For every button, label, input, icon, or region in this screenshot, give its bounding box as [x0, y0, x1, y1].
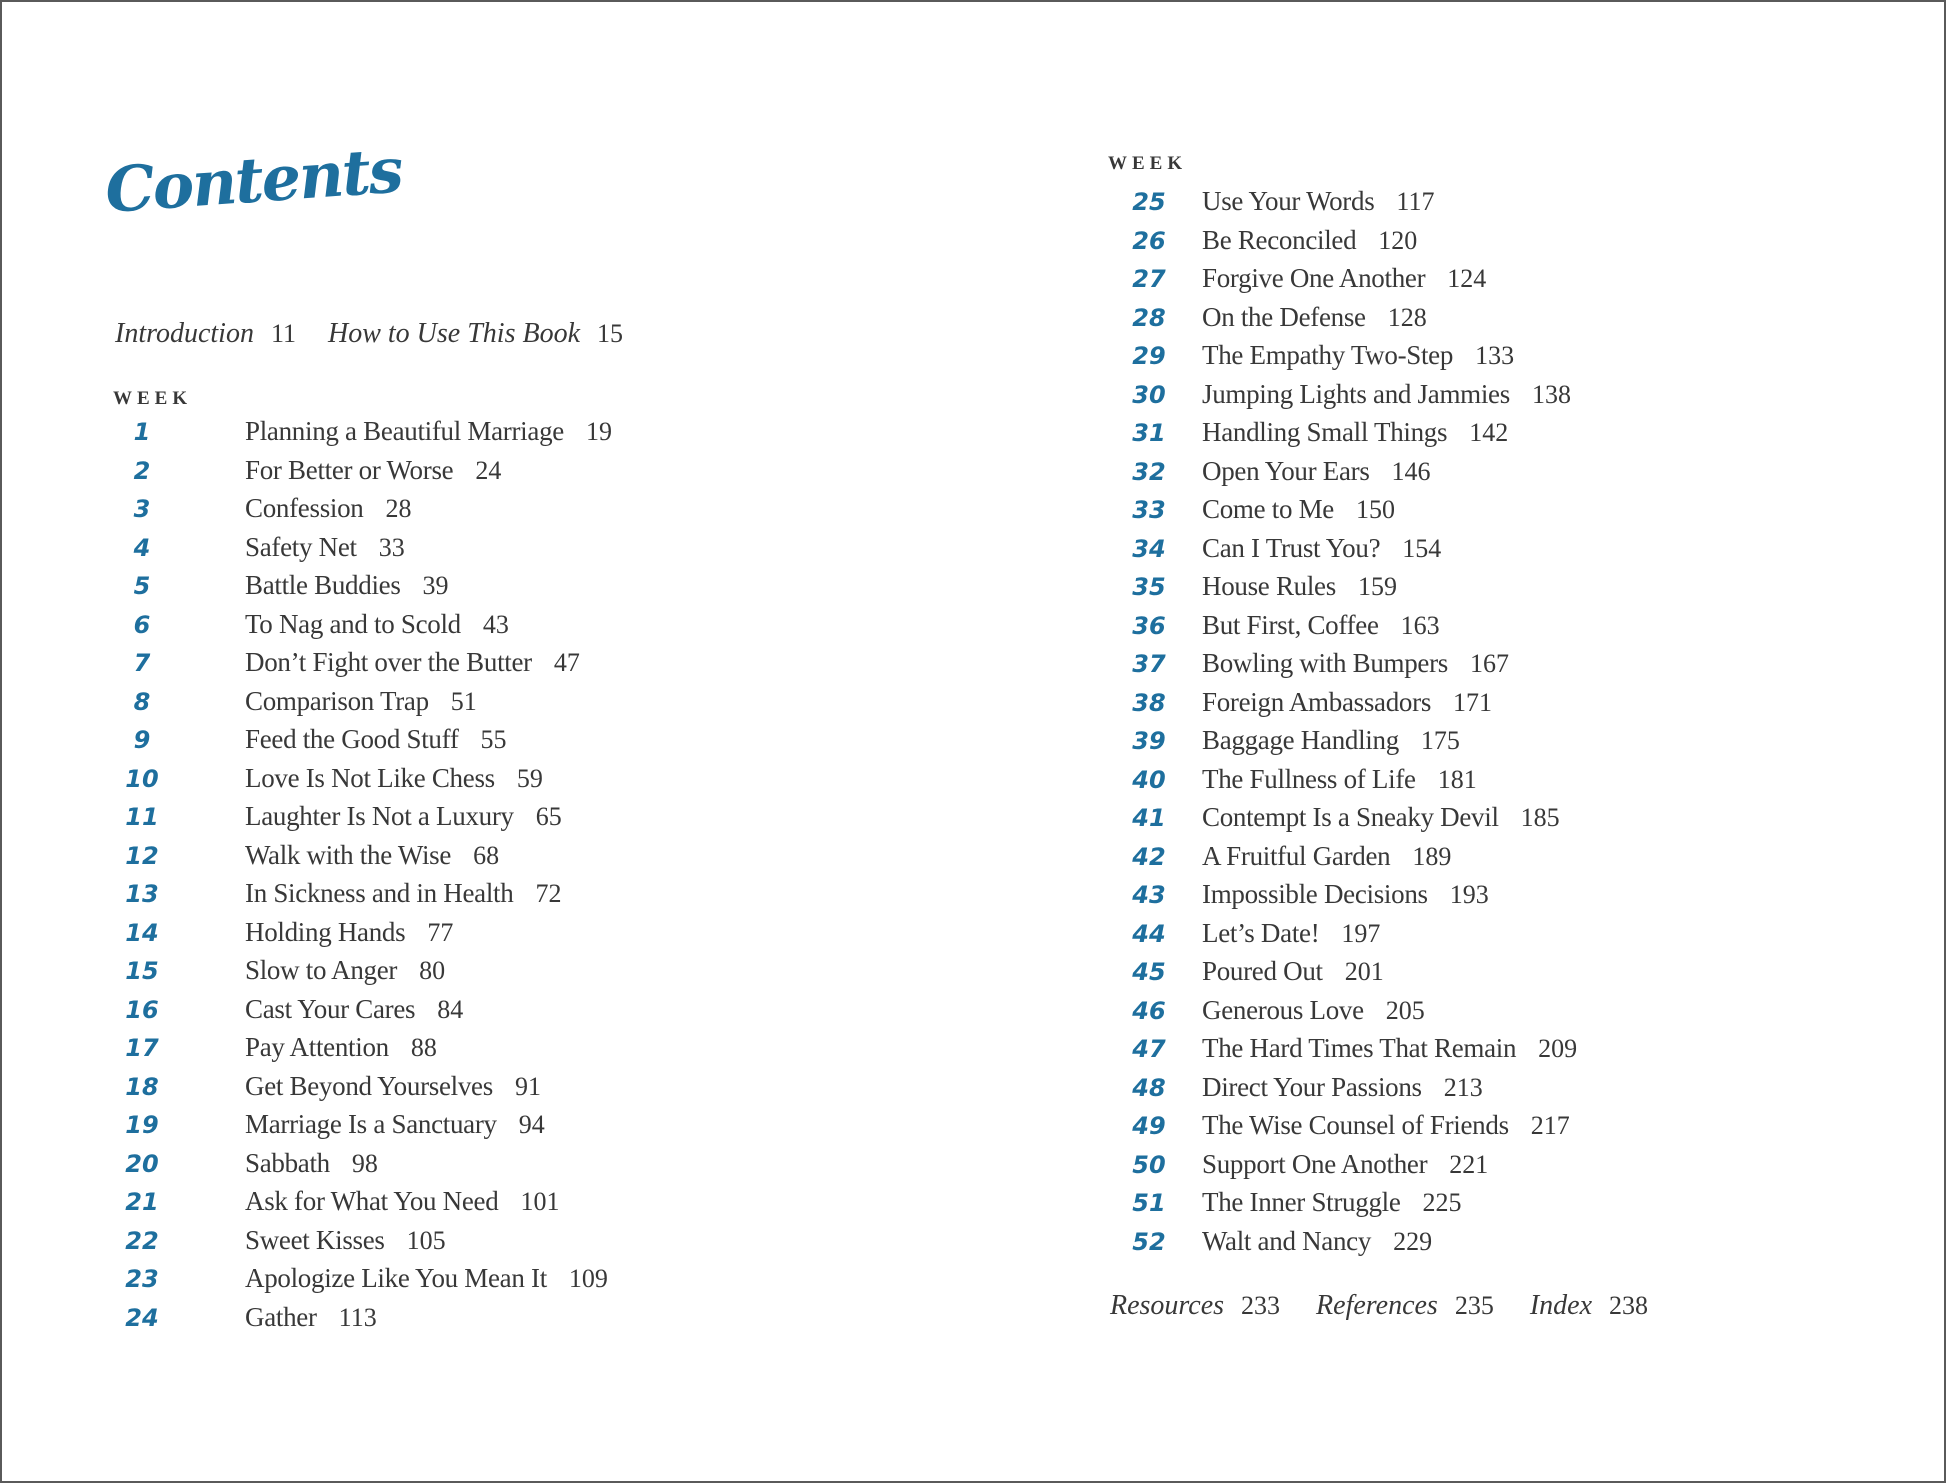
entry-title: Pay Attention	[245, 1032, 389, 1062]
toc-entry	[1110, 263, 1577, 302]
week-number: 11	[125, 803, 159, 831]
toc-entry	[1110, 995, 1577, 1034]
section-label: References	[1316, 1290, 1438, 1321]
week-number: 5	[133, 572, 151, 600]
toc-entry	[115, 570, 612, 609]
week-number: 37	[1132, 650, 1166, 678]
entry-title: Battle Buddies	[245, 570, 401, 600]
page-number: 213	[1443, 1072, 1483, 1102]
entry-title: Be Reconciled	[1202, 224, 1357, 255]
toc-entry	[1110, 186, 1577, 225]
toc-entry	[1110, 802, 1577, 841]
toc-entry	[1110, 571, 1577, 610]
page-number: 205	[1385, 995, 1425, 1025]
page-number: 225	[1422, 1188, 1462, 1217]
page-number: 68	[473, 840, 500, 870]
page-number: 167	[1470, 649, 1510, 678]
section-label: Index	[1529, 1290, 1593, 1321]
entry-title: Forgive One Another	[1202, 263, 1426, 293]
entry-title: The Wise Counsel of Friends	[1202, 1110, 1509, 1140]
page-number: 77	[427, 917, 454, 947]
toc-entry	[115, 609, 612, 648]
page-number: 94	[518, 1110, 545, 1139]
entry-title: Foreign Ambassadors	[1202, 686, 1432, 717]
page-number: 181	[1437, 764, 1477, 794]
toc-entry	[1110, 1226, 1577, 1265]
week-number: 34	[1132, 534, 1166, 563]
page-number: 238	[1609, 1291, 1649, 1320]
toc-entry	[115, 1032, 612, 1071]
toc-entry	[1110, 764, 1577, 803]
page-number: 221	[1449, 1149, 1489, 1179]
back-matter-item	[1110, 1290, 1280, 1321]
entry-title: Bowling with Bumpers	[1202, 648, 1449, 678]
week-number: 6	[133, 610, 151, 639]
toc-entry	[1110, 1072, 1577, 1111]
toc-entry	[1110, 956, 1577, 995]
entry-title: Feed the Good Stuff	[245, 724, 459, 754]
toc-entry	[115, 686, 612, 725]
week-number: 41	[1132, 804, 1166, 832]
week-number: 29	[1132, 342, 1166, 370]
toc-entry	[115, 1109, 612, 1148]
week-number: 51	[1132, 1189, 1166, 1217]
toc-entry	[115, 1263, 612, 1302]
entry-title: Holding Hands	[245, 916, 406, 947]
week-number: 39	[1132, 727, 1166, 755]
week-column-header-left: WEEK	[113, 388, 193, 409]
page-number: 80	[419, 956, 446, 985]
entry-title: Get Beyond Yourselves	[245, 1070, 493, 1101]
page-number: 113	[338, 1302, 377, 1332]
entry-title: Comparison Trap	[245, 685, 429, 716]
page-number: 150	[1356, 495, 1395, 524]
page-number: 65	[535, 802, 562, 831]
toc-entry	[115, 493, 612, 532]
page-number: 133	[1475, 341, 1515, 370]
entry-title: Ask for What You Need	[245, 1186, 499, 1216]
week-number: 46	[1132, 996, 1166, 1025]
entry-title: Walk with the Wise	[245, 839, 452, 870]
page-number: 128	[1387, 302, 1427, 332]
entry-title: But First, Coffee	[1202, 609, 1379, 640]
entry-title: The Empathy Two-Step	[1202, 340, 1454, 370]
toc-entry	[1110, 302, 1577, 341]
page-number: 11	[270, 319, 296, 348]
week-number: 14	[125, 918, 159, 947]
week-number: 8	[133, 687, 151, 716]
page-number: 51	[450, 686, 477, 716]
week-number: 22	[125, 1226, 159, 1255]
entry-title: For Better or Worse	[245, 454, 454, 485]
week-number: 52	[1132, 1227, 1166, 1256]
entry-title: Poured Out	[1202, 956, 1323, 986]
week-number: 42	[1132, 842, 1166, 871]
week-number: 12	[125, 841, 159, 870]
toc-right-column	[1110, 186, 1577, 1264]
entry-title: Direct Your Passions	[1202, 1071, 1422, 1102]
toc-entry	[1110, 725, 1577, 764]
back-matter	[1110, 1290, 1684, 1322]
week-column-header-right: WEEK	[1108, 153, 1188, 174]
page-number: 171	[1453, 687, 1493, 717]
back-matter-item	[1530, 1290, 1648, 1321]
page-number: 163	[1400, 610, 1440, 640]
toc-entry	[1110, 1033, 1577, 1072]
toc-entry	[1110, 1110, 1577, 1149]
toc-entry	[115, 1302, 612, 1341]
entry-title: The Inner Struggle	[1202, 1187, 1401, 1217]
page-number: 15	[597, 319, 623, 348]
page-number: 33	[378, 532, 405, 562]
week-number: 35	[1132, 573, 1166, 601]
toc-entry	[1110, 879, 1577, 918]
toc-entry	[115, 994, 612, 1033]
week-number: 3	[133, 495, 151, 523]
page-number: 91	[514, 1071, 541, 1101]
week-number: 19	[125, 1111, 159, 1139]
entry-title: Slow to Anger	[245, 955, 398, 985]
week-number: 9	[133, 726, 151, 754]
toc-entry	[115, 1186, 612, 1225]
toc-entry	[115, 840, 612, 879]
toc-entry	[115, 1225, 612, 1264]
entry-title: In Sickness and in Health	[245, 878, 514, 908]
page-number: 59	[516, 763, 543, 793]
page-number: 159	[1357, 572, 1397, 601]
entry-title: Apologize Like You Mean It	[245, 1263, 547, 1293]
week-number: 13	[125, 880, 159, 908]
entry-title: Confession	[245, 493, 364, 523]
page-number: 105	[406, 1225, 446, 1255]
page-number: 142	[1469, 418, 1509, 447]
week-number: 38	[1132, 688, 1166, 717]
toc-entry	[1110, 1187, 1577, 1226]
toc-entry	[1110, 687, 1577, 726]
week-number: 15	[125, 957, 159, 985]
week-number: 40	[1132, 765, 1166, 794]
front-matter	[115, 318, 655, 350]
entry-title: Love Is Not Like Chess	[245, 762, 495, 793]
toc-entry	[115, 955, 612, 994]
toc-left-column	[115, 416, 612, 1340]
entry-title: Use Your Words	[1202, 186, 1375, 216]
week-number: 45	[1132, 958, 1166, 986]
week-number: 31	[1132, 419, 1166, 447]
entry-title: Handling Small Things	[1202, 417, 1448, 447]
week-number: 4	[133, 533, 151, 562]
entry-title: The Hard Times That Remain	[1202, 1033, 1517, 1063]
entry-title: Jumping Lights and Jammies	[1202, 378, 1510, 409]
toc-entry	[115, 917, 612, 956]
toc-entry	[1110, 533, 1577, 572]
entry-title: House Rules	[1202, 571, 1336, 601]
week-number: 25	[1132, 188, 1166, 216]
week-number: 20	[125, 1149, 159, 1178]
toc-entry	[1110, 1149, 1577, 1188]
page-number: 124	[1447, 264, 1487, 293]
page-number: 189	[1412, 841, 1452, 871]
week-number: 27	[1132, 265, 1166, 293]
page-number: 185	[1520, 803, 1560, 832]
page-number: 47	[553, 648, 580, 677]
entry-title: Walt and Nancy	[1202, 1225, 1372, 1256]
entry-title: On the Defense	[1202, 301, 1366, 332]
toc-entry	[115, 1071, 612, 1110]
toc-entry	[1110, 494, 1577, 533]
page-number: 233	[1241, 1291, 1281, 1320]
section-label: How to Use This Book	[328, 318, 580, 349]
week-number: 1	[133, 418, 151, 446]
week-number: 43	[1132, 881, 1166, 909]
page-number: 229	[1393, 1226, 1433, 1256]
page-number: 109	[568, 1264, 608, 1293]
entry-title: Gather	[245, 1301, 317, 1332]
page-number: 146	[1391, 456, 1431, 486]
toc-entry	[115, 878, 612, 917]
page-number: 201	[1344, 957, 1384, 986]
page-number: 39	[422, 571, 449, 600]
week-number: 21	[125, 1188, 159, 1216]
week-number: 44	[1132, 919, 1166, 948]
entry-title: Marriage Is a Sanctuary	[245, 1109, 497, 1139]
toc-entry	[1110, 417, 1577, 456]
toc-entry	[115, 416, 612, 455]
week-number: 50	[1132, 1150, 1166, 1179]
entry-title: Impossible Decisions	[1202, 879, 1428, 909]
toc-entry	[1110, 648, 1577, 687]
entry-title: Cast Your Cares	[245, 993, 416, 1024]
page-number: 84	[437, 994, 464, 1024]
page-number: 197	[1341, 918, 1381, 948]
section-label: Introduction	[115, 318, 254, 349]
toc-entry	[115, 763, 612, 802]
toc-entry	[115, 724, 612, 763]
page-title: Contents	[102, 133, 404, 227]
toc-entry	[1110, 379, 1577, 418]
week-number: 18	[125, 1072, 159, 1101]
week-number: 10	[125, 764, 159, 793]
entry-title: Planning a Beautiful Marriage	[245, 416, 564, 446]
entry-title: To Nag and to Scold	[245, 608, 461, 639]
toc-entry	[115, 647, 612, 686]
entry-title: Open Your Ears	[1202, 455, 1370, 486]
section-label: Resources	[1110, 1290, 1225, 1321]
entry-title: Generous Love	[1202, 994, 1364, 1025]
entry-title: A Fruitful Garden	[1202, 840, 1391, 871]
toc-entry	[1110, 841, 1577, 880]
week-number: 7	[133, 649, 151, 677]
entry-title: Contempt Is a Sneaky Devil	[1202, 802, 1499, 832]
week-number: 17	[125, 1034, 159, 1062]
page-number: 43	[482, 609, 509, 639]
page-number: 209	[1538, 1034, 1578, 1063]
page-number: 235	[1454, 1291, 1494, 1320]
week-number: 30	[1132, 380, 1166, 409]
entry-title: Sweet Kisses	[245, 1224, 385, 1255]
week-number: 48	[1132, 1073, 1166, 1102]
week-number: 49	[1132, 1112, 1166, 1140]
week-number: 26	[1132, 226, 1166, 255]
page-number: 55	[480, 725, 507, 754]
entry-title: Baggage Handling	[1202, 725, 1399, 755]
page-number: 88	[410, 1033, 437, 1062]
front-matter-item	[115, 318, 296, 349]
week-number: 2	[133, 456, 151, 485]
entry-title: The Fullness of Life	[1202, 763, 1416, 794]
page-number: 19	[585, 417, 612, 446]
week-number: 47	[1132, 1035, 1166, 1063]
entry-title: Safety Net	[245, 531, 357, 562]
week-number: 23	[125, 1265, 159, 1293]
page-number: 193	[1449, 880, 1489, 909]
toc-entry	[115, 532, 612, 571]
front-matter-item	[328, 318, 623, 349]
toc-entry	[1110, 340, 1577, 379]
week-number: 16	[125, 995, 159, 1024]
page-number: 138	[1531, 379, 1571, 409]
toc-entry	[115, 1148, 612, 1187]
entry-title: Don’t Fight over the Butter	[245, 647, 532, 677]
page-number: 101	[520, 1187, 560, 1216]
page-number: 72	[535, 879, 562, 908]
week-number: 33	[1132, 496, 1166, 524]
page-number: 98	[351, 1148, 378, 1178]
toc-entry	[1110, 225, 1577, 264]
page-number: 117	[1396, 187, 1435, 216]
page-number: 154	[1402, 533, 1442, 563]
page-number: 175	[1420, 726, 1460, 755]
toc-entry	[115, 455, 612, 494]
toc-entry	[1110, 610, 1577, 649]
week-number: 24	[125, 1303, 159, 1332]
toc-entry	[1110, 456, 1577, 495]
entry-title: Laughter Is Not a Luxury	[245, 801, 514, 831]
entry-title: Support One Another	[1202, 1148, 1428, 1179]
entry-title: Let’s Date!	[1202, 917, 1320, 948]
page-number: 217	[1530, 1111, 1570, 1140]
back-matter-item	[1316, 1290, 1494, 1321]
page-number: 24	[475, 455, 502, 485]
page-number: 120	[1378, 225, 1418, 255]
toc-entry	[115, 801, 612, 840]
entry-title: Sabbath	[245, 1147, 330, 1178]
week-number: 32	[1132, 457, 1166, 486]
entry-title: Come to Me	[1202, 494, 1334, 524]
week-number: 36	[1132, 611, 1166, 640]
week-number: 28	[1132, 303, 1166, 332]
page-number: 28	[385, 494, 412, 523]
toc-entry	[1110, 918, 1577, 957]
entry-title: Can I Trust You?	[1202, 532, 1381, 563]
